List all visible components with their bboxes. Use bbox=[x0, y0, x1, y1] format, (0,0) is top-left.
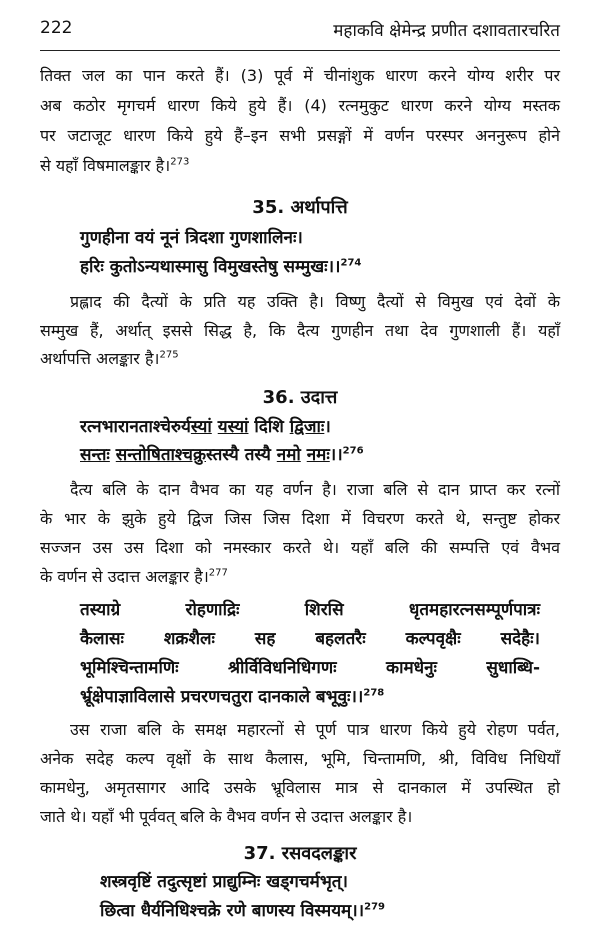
page-header bbox=[40, 10, 560, 51]
section-heading: 37. रसवदलङ्कार bbox=[243, 843, 357, 864]
footnote-ref: 279 bbox=[364, 901, 385, 913]
footnote-ref: 278 bbox=[363, 687, 385, 699]
paragraph-line: सज्जन उस उस दिशा को नमस्कार करते थे। यहाँ बलि की सम्पत्ति एवं वैभव bbox=[40, 538, 560, 557]
paragraph-text: अर्थापत्ति अलङ्कार है। bbox=[40, 349, 160, 368]
verse-text: सन्तोषिताश्चक्रु bbox=[115, 445, 206, 465]
footnote-ref: 276 bbox=[342, 445, 364, 457]
paragraph-line bbox=[40, 565, 560, 589]
verse-line bbox=[80, 443, 540, 467]
verse-text: नमो bbox=[276, 445, 301, 465]
verse-line: कैलासः शक्रशैलः सह बहलतरैः कल्पवृक्षैः सदेहैः। bbox=[80, 629, 540, 649]
paragraph-line: सम्मुख हैं, अर्थात् इससे सिद्ध है, कि दैत्य गुणहीन तथा देव गुणशाली हैं। यहाँ bbox=[40, 321, 560, 340]
paragraph-line: के भार के झुके हुये द्विज जिस जिस दिशा में विचरण करते थे, सन्तुष्ट होकर bbox=[40, 509, 560, 528]
footnote-ref: 277 bbox=[208, 567, 228, 579]
footnote-ref: 274 bbox=[340, 257, 362, 269]
verse-line bbox=[80, 415, 540, 439]
verse-text: छित्वा धैर्यनिधिश्चक्रे रणे बाणस्य विस्मयम्।। bbox=[100, 901, 365, 921]
verse-text: दिशि bbox=[248, 417, 290, 437]
footnote-ref: 275 bbox=[159, 349, 179, 361]
verse-line: भूमिश्चिन्तामणिः श्रीर्विविधनिधिगणः कामधेनुः सुधाब्धि- bbox=[80, 658, 540, 678]
verse-line: शस्त्रवृष्टिं तदुत्सृष्टां प्राद्युम्निः खड्गचर्मभृत्। bbox=[100, 872, 348, 892]
verse-text: हरिः कुतोऽन्यथास्मासु विमुखस्तेषु सम्मुखः।। bbox=[80, 257, 341, 277]
verse-text: र्भ्रूक्षेपाज्ञाविलासे प्रचरणचतुरा दानकाले बभूवुः।। bbox=[80, 687, 364, 707]
verse-line: गुणहीना वयं नूनं त्रिदशा गुणशालिनः। bbox=[80, 228, 303, 248]
verse-line bbox=[80, 255, 540, 279]
paragraph-line: कामधेनु, अमृतसागर आदि उसके भ्रूविलास मात्र से दानकाल में उपस्थित हो bbox=[40, 778, 560, 797]
paragraph-line: प्रह्लाद की दैत्यों के प्रति यह उक्ति है। विष्णु दैत्यों से विमुख एवं देवों के bbox=[70, 292, 560, 311]
verse-text: यस्यां bbox=[217, 417, 249, 437]
section-heading: 36. उदात्त bbox=[262, 387, 338, 408]
paragraph-line: अनेक सदेह कल्प वृक्षों के साथ कैलास, भूमि, चिन्तामणि, श्री, विविध निधियाँ bbox=[40, 749, 560, 768]
paragraph-line bbox=[40, 347, 560, 371]
paragraph-line: अब कठोर मृगचर्म धारण किये हुये हैं। (4) रत्नमुकुट धारण करने योग्य मस्तक bbox=[40, 96, 560, 115]
verse-text: नमः bbox=[306, 445, 330, 465]
footnote-ref: 273 bbox=[170, 156, 190, 168]
verse-text: द्विजाः bbox=[289, 417, 325, 437]
section-heading: 35. अर्थापत्ति bbox=[252, 197, 348, 218]
paragraph-line: तिक्त जल का पान करते हैं। (3) पूर्व में चीनांशुक धारण करने योग्य शरीर पर bbox=[40, 66, 560, 85]
paragraph-line: उस राजा बलि के समक्ष महारत्नों से पूर्ण पात्र धारण किये हुये रोहण पर्वत, bbox=[70, 720, 560, 739]
running-title: महाकवि क्षेमेन्द्र प्रणीत दशावतारचरित bbox=[333, 21, 560, 41]
paragraph-text: से यहाँ विषमालङ्कार है। bbox=[40, 156, 171, 175]
verse-text: ।। bbox=[329, 445, 343, 465]
paragraph-text: के वर्णन से उदात्त अलङ्कार है। bbox=[40, 567, 209, 586]
verse-text: स्तस्यै तस्यै bbox=[206, 445, 277, 465]
paragraph-line: जाते थे। यहाँ भी पूर्ववत् बलि के वैभव वर्णन से उदात्त अलङ्कार है। bbox=[40, 807, 413, 826]
page-number: 222 bbox=[40, 18, 73, 38]
verse-text: रत्नभारानताश्चेरुर्य bbox=[80, 417, 191, 437]
verse-line bbox=[80, 685, 540, 709]
paragraph-line bbox=[40, 154, 560, 178]
verse-text: । bbox=[324, 417, 331, 437]
verse-text: स्यां bbox=[190, 417, 212, 437]
paragraph-line: पर जटाजूट धारण किये हुये हैं–इन सभी प्रसङ्गों में वर्णन परस्पर अननुरूप होने bbox=[40, 126, 560, 145]
verse-line bbox=[100, 899, 560, 923]
paragraph-line: दैत्य बलि के दान वैभव का यह वर्णन है। राजा बलि से दान प्राप्त कर रत्नों bbox=[70, 480, 560, 499]
verse-line: तस्याग्रे रोहणाद्रिः शिरसि धृतमहारत्नसम्पूर्णपात्रः bbox=[80, 600, 540, 620]
verse-text: सन्तः bbox=[80, 445, 110, 465]
